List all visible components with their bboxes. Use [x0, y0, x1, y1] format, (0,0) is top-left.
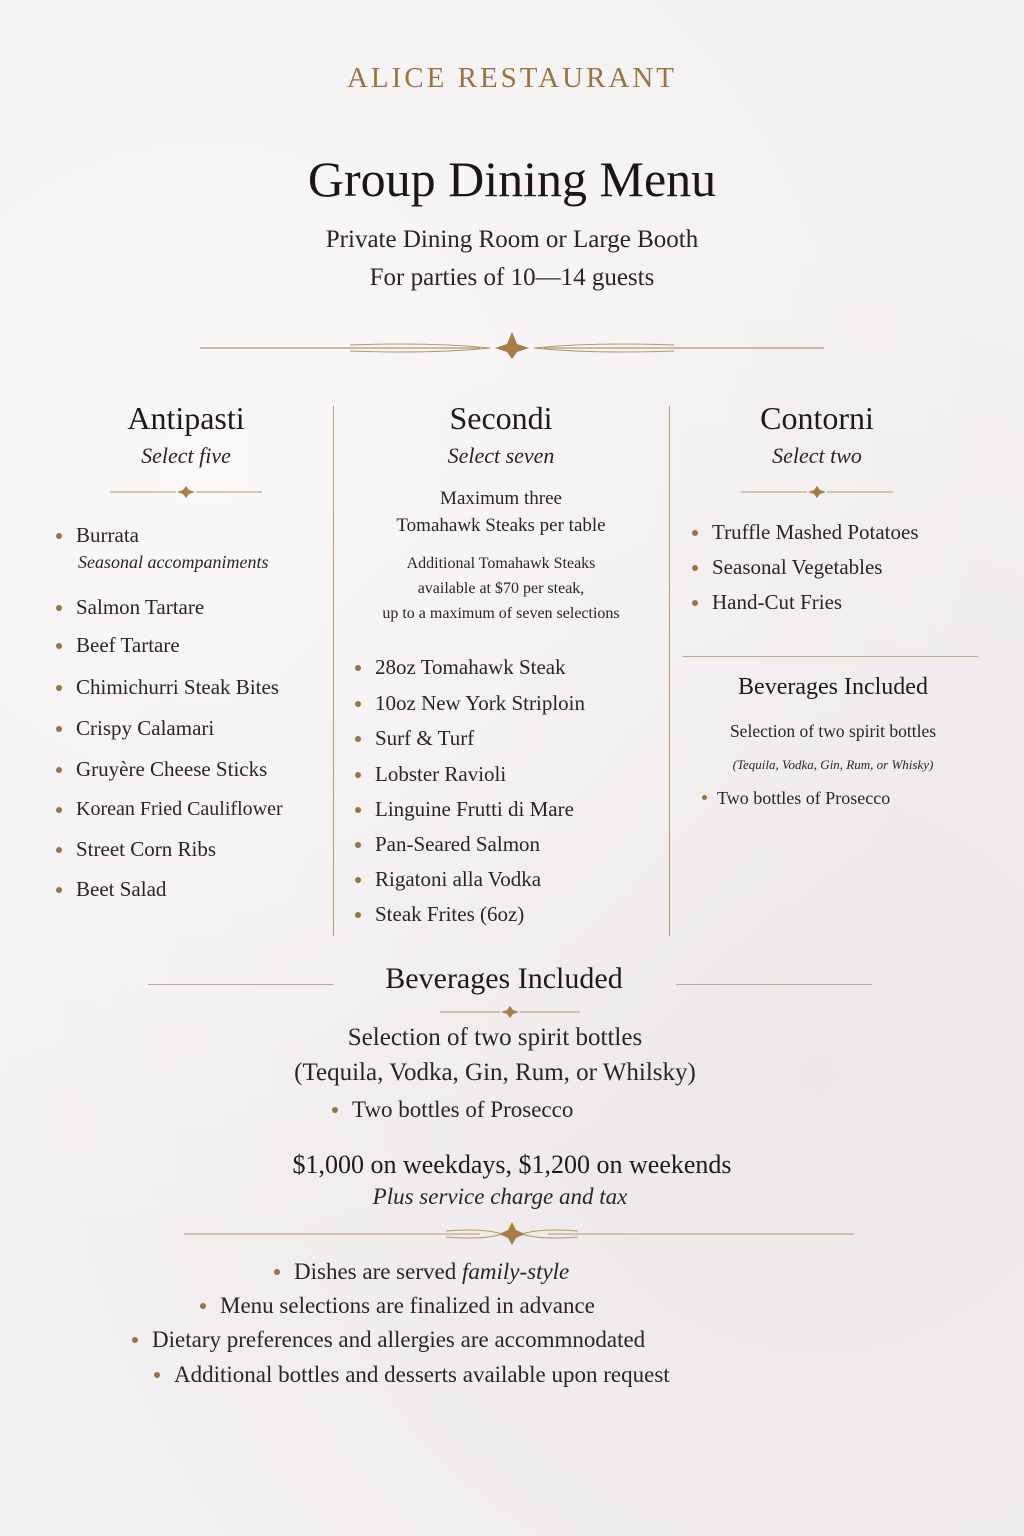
note-family-style: Dishes are served family-style — [274, 1259, 569, 1285]
list-item: Truffle Mashed Potatoes — [688, 517, 978, 547]
bullet-icon — [355, 842, 361, 848]
beverages-heading: Beverages Included — [385, 962, 623, 995]
bullet-icon — [56, 887, 62, 893]
secondi-heading: Secondi — [449, 400, 553, 436]
contorni-select: Select two — [772, 443, 862, 468]
list-item: Pan-Seared Salmon — [351, 829, 669, 859]
bullet-icon — [355, 736, 361, 742]
antipasti-select: Select five — [141, 443, 231, 468]
ornament-divider-antipasti — [110, 484, 262, 500]
secondi-list — [351, 652, 669, 929]
note-finalized: Menu selections are finalized in advance — [200, 1293, 595, 1319]
secondi-note-max: Maximum three — [440, 488, 562, 509]
list-item: Korean Fried Cauliflower — [52, 794, 342, 824]
beverages-spirits-line: Selection of two spirit bottles — [347, 1024, 643, 1051]
note-additional: Additional bottles and desserts available upon request — [154, 1362, 670, 1388]
ornament-divider-bottom — [184, 1220, 854, 1246]
subtitle-party-size: For parties of 10—14 guests — [369, 264, 655, 291]
bullet-icon — [154, 1372, 160, 1378]
list-item: Seasonal Vegetables — [688, 552, 978, 582]
antipasti-heading: Antipasti — [127, 400, 245, 436]
bullet-icon — [355, 877, 361, 883]
list-item: Beef Tartare — [52, 630, 342, 660]
list-item: Lobster Ravioli — [351, 759, 669, 789]
bullet-icon — [692, 600, 698, 606]
bullet-icon — [355, 665, 361, 671]
bullet-icon — [132, 1337, 138, 1343]
bullet-icon — [56, 767, 62, 773]
list-item: Crispy Calamari — [52, 713, 342, 743]
contorni-beverages-heading: Beverages Included — [738, 674, 928, 700]
list-item: Salmon Tartare — [52, 592, 342, 622]
secondi-note-price: available at $70 per steak, — [417, 580, 585, 597]
list-item: Burrata — [52, 520, 332, 550]
contorni-beverages-line: Selection of two spirit bottles — [729, 721, 937, 741]
secondi-note-tomahawk: Tomahawk Steaks per table — [396, 515, 606, 536]
list-item: Street Corn Ribs — [52, 834, 342, 864]
bullet-icon — [274, 1269, 280, 1275]
bullet-icon — [692, 530, 698, 536]
price-line: $1,000 on weekdays, $1,200 on weekends — [292, 1150, 732, 1179]
bullet-icon — [355, 807, 361, 813]
bullet-icon — [355, 701, 361, 707]
secondi-select: Select seven — [447, 443, 555, 468]
bullet-icon — [56, 847, 62, 853]
beverages-prosecco-row: Two bottles of Prosecco — [332, 1097, 573, 1123]
list-item: Gruyère Cheese Sticks — [52, 754, 342, 784]
bullet-icon — [56, 605, 62, 611]
bullet-icon — [200, 1303, 206, 1309]
list-item: Linguine Frutti di Mare — [351, 794, 669, 824]
contorni-beverage-divider — [682, 656, 978, 657]
list-item: Chimichurri Steak Bites — [52, 672, 342, 702]
beverages-spirits-list: (Tequila, Vodka, Gin, Rum, or Whilsky) — [294, 1059, 696, 1086]
price-note: Plus service charge and tax — [372, 1184, 628, 1209]
bullet-icon — [355, 772, 361, 778]
list-item: Steak Frites (6oz) — [351, 899, 669, 929]
restaurant-name: ALICE RESTAURANT — [346, 62, 678, 94]
bullet-icon — [355, 912, 361, 918]
list-item: Surf & Turf — [351, 723, 669, 753]
bullet-icon — [692, 565, 698, 571]
ornament-divider-beverages — [440, 1005, 580, 1019]
list-item: Rigatoni alla Vodka — [351, 864, 669, 894]
column-divider-right — [669, 406, 670, 936]
bullet-icon — [56, 726, 62, 732]
ornament-divider-contorni — [741, 484, 893, 500]
note-dietary: Dietary preferences and allergies are accommnodated — [132, 1327, 645, 1353]
page-title: Group Dining Menu — [307, 151, 717, 207]
bullet-icon — [56, 643, 62, 649]
bullet-icon — [56, 807, 62, 813]
bullet-icon — [332, 1107, 338, 1113]
bullet-icon — [702, 795, 707, 800]
list-item: 28oz Tomahawk Steak — [351, 652, 669, 682]
beverages-rule-right — [676, 984, 872, 985]
list-item: 10oz New York Striploin — [351, 688, 669, 718]
ornament-divider-top — [200, 328, 824, 360]
antipasti-list-continued — [52, 592, 342, 904]
secondi-note-maximum: up to a maximum of seven selections — [382, 605, 620, 622]
secondi-note-additional: Additional Tomahawk Steaks — [406, 555, 596, 572]
subtitle-room: Private Dining Room or Large Booth — [325, 226, 699, 253]
bullet-icon — [56, 533, 62, 539]
contorni-beverages-spirits: (Tequila, Vodka, Gin, Rum, or Whisky) — [732, 757, 934, 772]
beverages-rule-left — [148, 984, 334, 985]
bullet-icon — [56, 685, 62, 691]
burrata-note: Seasonal accompaniments — [78, 552, 269, 572]
contorni-list — [688, 517, 978, 617]
antipasti-list — [52, 520, 332, 550]
list-item: Hand-Cut Fries — [688, 587, 978, 617]
contorni-heading: Contorni — [760, 400, 874, 436]
list-item: Beet Salad — [52, 874, 342, 904]
contorni-beverages-prosecco-row: Two bottles of Prosecco — [702, 788, 890, 809]
